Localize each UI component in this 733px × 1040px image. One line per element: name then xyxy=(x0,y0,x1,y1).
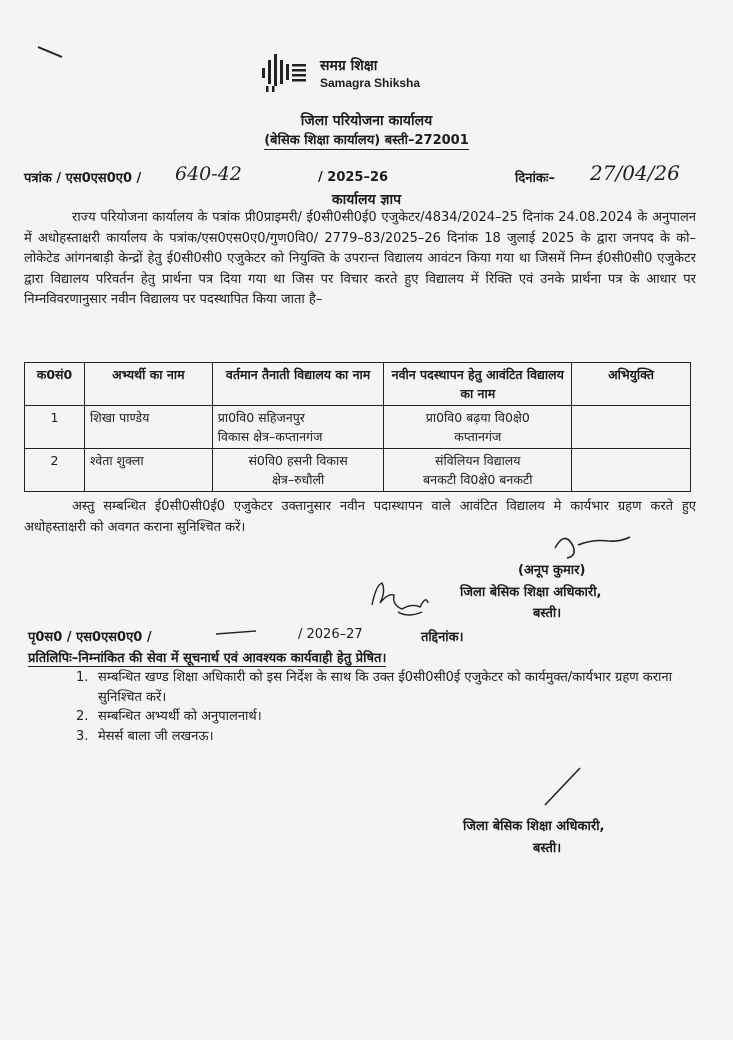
date-label: दिनांकः– xyxy=(515,171,555,186)
table-row xyxy=(25,406,691,449)
cell-current-school: प्रा0वि0 सहिजनपुर विकास क्षेत्र–कप्तानगंज xyxy=(212,406,384,449)
list-item: 1. सम्बन्धित खण्ड शिक्षा अधिकारी को इस निर्देश के साथ कि उक्त ई0सी0सी0ई एजुकेटर को कार्यमुक्त/कार्यभार ग्रहण कराना सुनिश्चित करें। xyxy=(76,670,673,705)
copy-recipient-list xyxy=(76,668,696,746)
copy-reference-year: / 2026–27 xyxy=(298,627,363,642)
table-row xyxy=(25,449,691,492)
col-header-new-school: नवीन पदस्थापन हेतु आवंटित विद्यालय का नाम xyxy=(384,363,572,406)
blank-line-mark xyxy=(216,631,256,634)
signatory-designation-2: जिला बेसिक शिक्षा अधिकारी, xyxy=(463,819,605,834)
cell-remark xyxy=(572,449,691,492)
col-header-remark: अभियुक्ति xyxy=(572,363,691,406)
cell-name: शिखा पाण्डेय xyxy=(84,406,212,449)
table-header-row xyxy=(25,363,691,406)
memo-title: कार्यालय ज्ञाप xyxy=(331,192,402,208)
cell-remark xyxy=(572,406,691,449)
samagra-shiksha-logo xyxy=(258,50,488,100)
logo-text-hindi: समग्र शिक्षा xyxy=(320,58,378,74)
copy-reference-date: तद्दिनांक। xyxy=(421,630,464,645)
signatory-city: बस्ती। xyxy=(533,606,562,621)
signatory-city-2: बस्ती। xyxy=(533,841,562,856)
logo-emblem-icon xyxy=(258,50,314,94)
closing-paragraph: अस्तु सम्बन्धित ई0सी0सी0ई0 एजुकेटर उक्तानुसार नवीन पदास्थापन वाले आवंटित विद्यालय मे कार्यभार ग्रहण करते हुए अधोहस्ताक्षरी को अवगत कराना सुनिश्चित करें। xyxy=(24,499,696,535)
cell-sno: 1 xyxy=(25,406,85,449)
col-header-current-school: वर्तमान तैनाती विद्यालय का नाम xyxy=(212,363,384,406)
memo-body-paragraph: राज्य परियोजना कार्यालय के पत्रांक प्री0प्राइमरी/ ई0सी0सी0ई0 एजुकेटर/4834/2024–25 दिनांक 24.08.2024 के अनुपालन में अधोहस्ताक्षरी कार्यालय के पत्रांक/एस0एस0ए0/गुण0वि0/ 2779–83/2025–26 दिनांक 18 जुलाई 2025 के द्वारा जनपद के को–लोकेटेड आंगनबाड़ी केन्द्रों हेतु ई0सी0सी0 एजुकेटर को नियुक्ति के उपरान्त विद्यालय आवंटन किया गया था जिसमें निम्न ई0सी0सी0 एजुकेटर द्वारा विद्यालय परिवर्तन हेतु प्रार्थना पत्र दिया गया था जिस पर विचार करते हुए विद्यालय में रिक्ति एवं उनके प्रार्थना पत्र के आधार पर निम्नविवरणानुसार नवीन विद्यालय पर पदस्थापित किया जाता है– xyxy=(24,210,696,307)
reference-year: / 2025–26 xyxy=(318,170,389,185)
cell-name: श्वेता शुक्ला xyxy=(84,449,212,492)
signature-stroke xyxy=(545,768,580,805)
office-subname: (बेसिक शिक्षा कार्यालय) बस्ती–272001 xyxy=(264,133,469,148)
date-handwritten: 27/04/26 xyxy=(590,161,680,185)
corner-pen-mark xyxy=(38,47,62,57)
col-header-name: अभ्यर्थी का नाम xyxy=(84,363,212,406)
list-item: 3. मेसर्स बाला जी लखनऊ। xyxy=(76,728,214,744)
logo-text-english: Samagra Shiksha xyxy=(320,76,421,90)
reference-label: पत्रांक / एस0एस0ए0 / xyxy=(24,171,142,186)
signatory-name: (अनूप कुमार) xyxy=(518,563,586,578)
copy-heading: प्रतिलिपिः–निम्नांकित की सेवा में सूचनार्थ एवं आवश्यक कार्यवाही हेतु प्रेषित। xyxy=(28,651,387,666)
cell-new-school: प्रा0वि0 बढ़या वि0क्षे0 कप्तानगंज xyxy=(384,406,572,449)
signature-anoop-kumar xyxy=(555,537,630,558)
cell-sno: 2 xyxy=(25,449,85,492)
posting-table xyxy=(24,362,691,492)
cell-current-school: सं0वि0 हसनी विकास क्षेत्र–रुधौली xyxy=(212,449,384,492)
cell-new-school: संविलियन विद्यालय बनकटी वि0क्षे0 बनकटी xyxy=(384,449,572,492)
reference-number-handwritten: 640-42 xyxy=(175,163,242,185)
office-name: जिला परियोजना कार्यालय xyxy=(300,113,433,129)
copy-reference-label: पृ0स0 / एस0एस0ए0 / xyxy=(28,630,152,645)
initials-stamp xyxy=(372,583,428,615)
col-header-sno: क0सं0 xyxy=(25,363,85,406)
signatory-designation: जिला बेसिक शिक्षा अधिकारी, xyxy=(460,585,602,600)
list-item: 2. सम्बन्धित अभ्यर्थी को अनुपालनार्थ। xyxy=(76,709,262,724)
